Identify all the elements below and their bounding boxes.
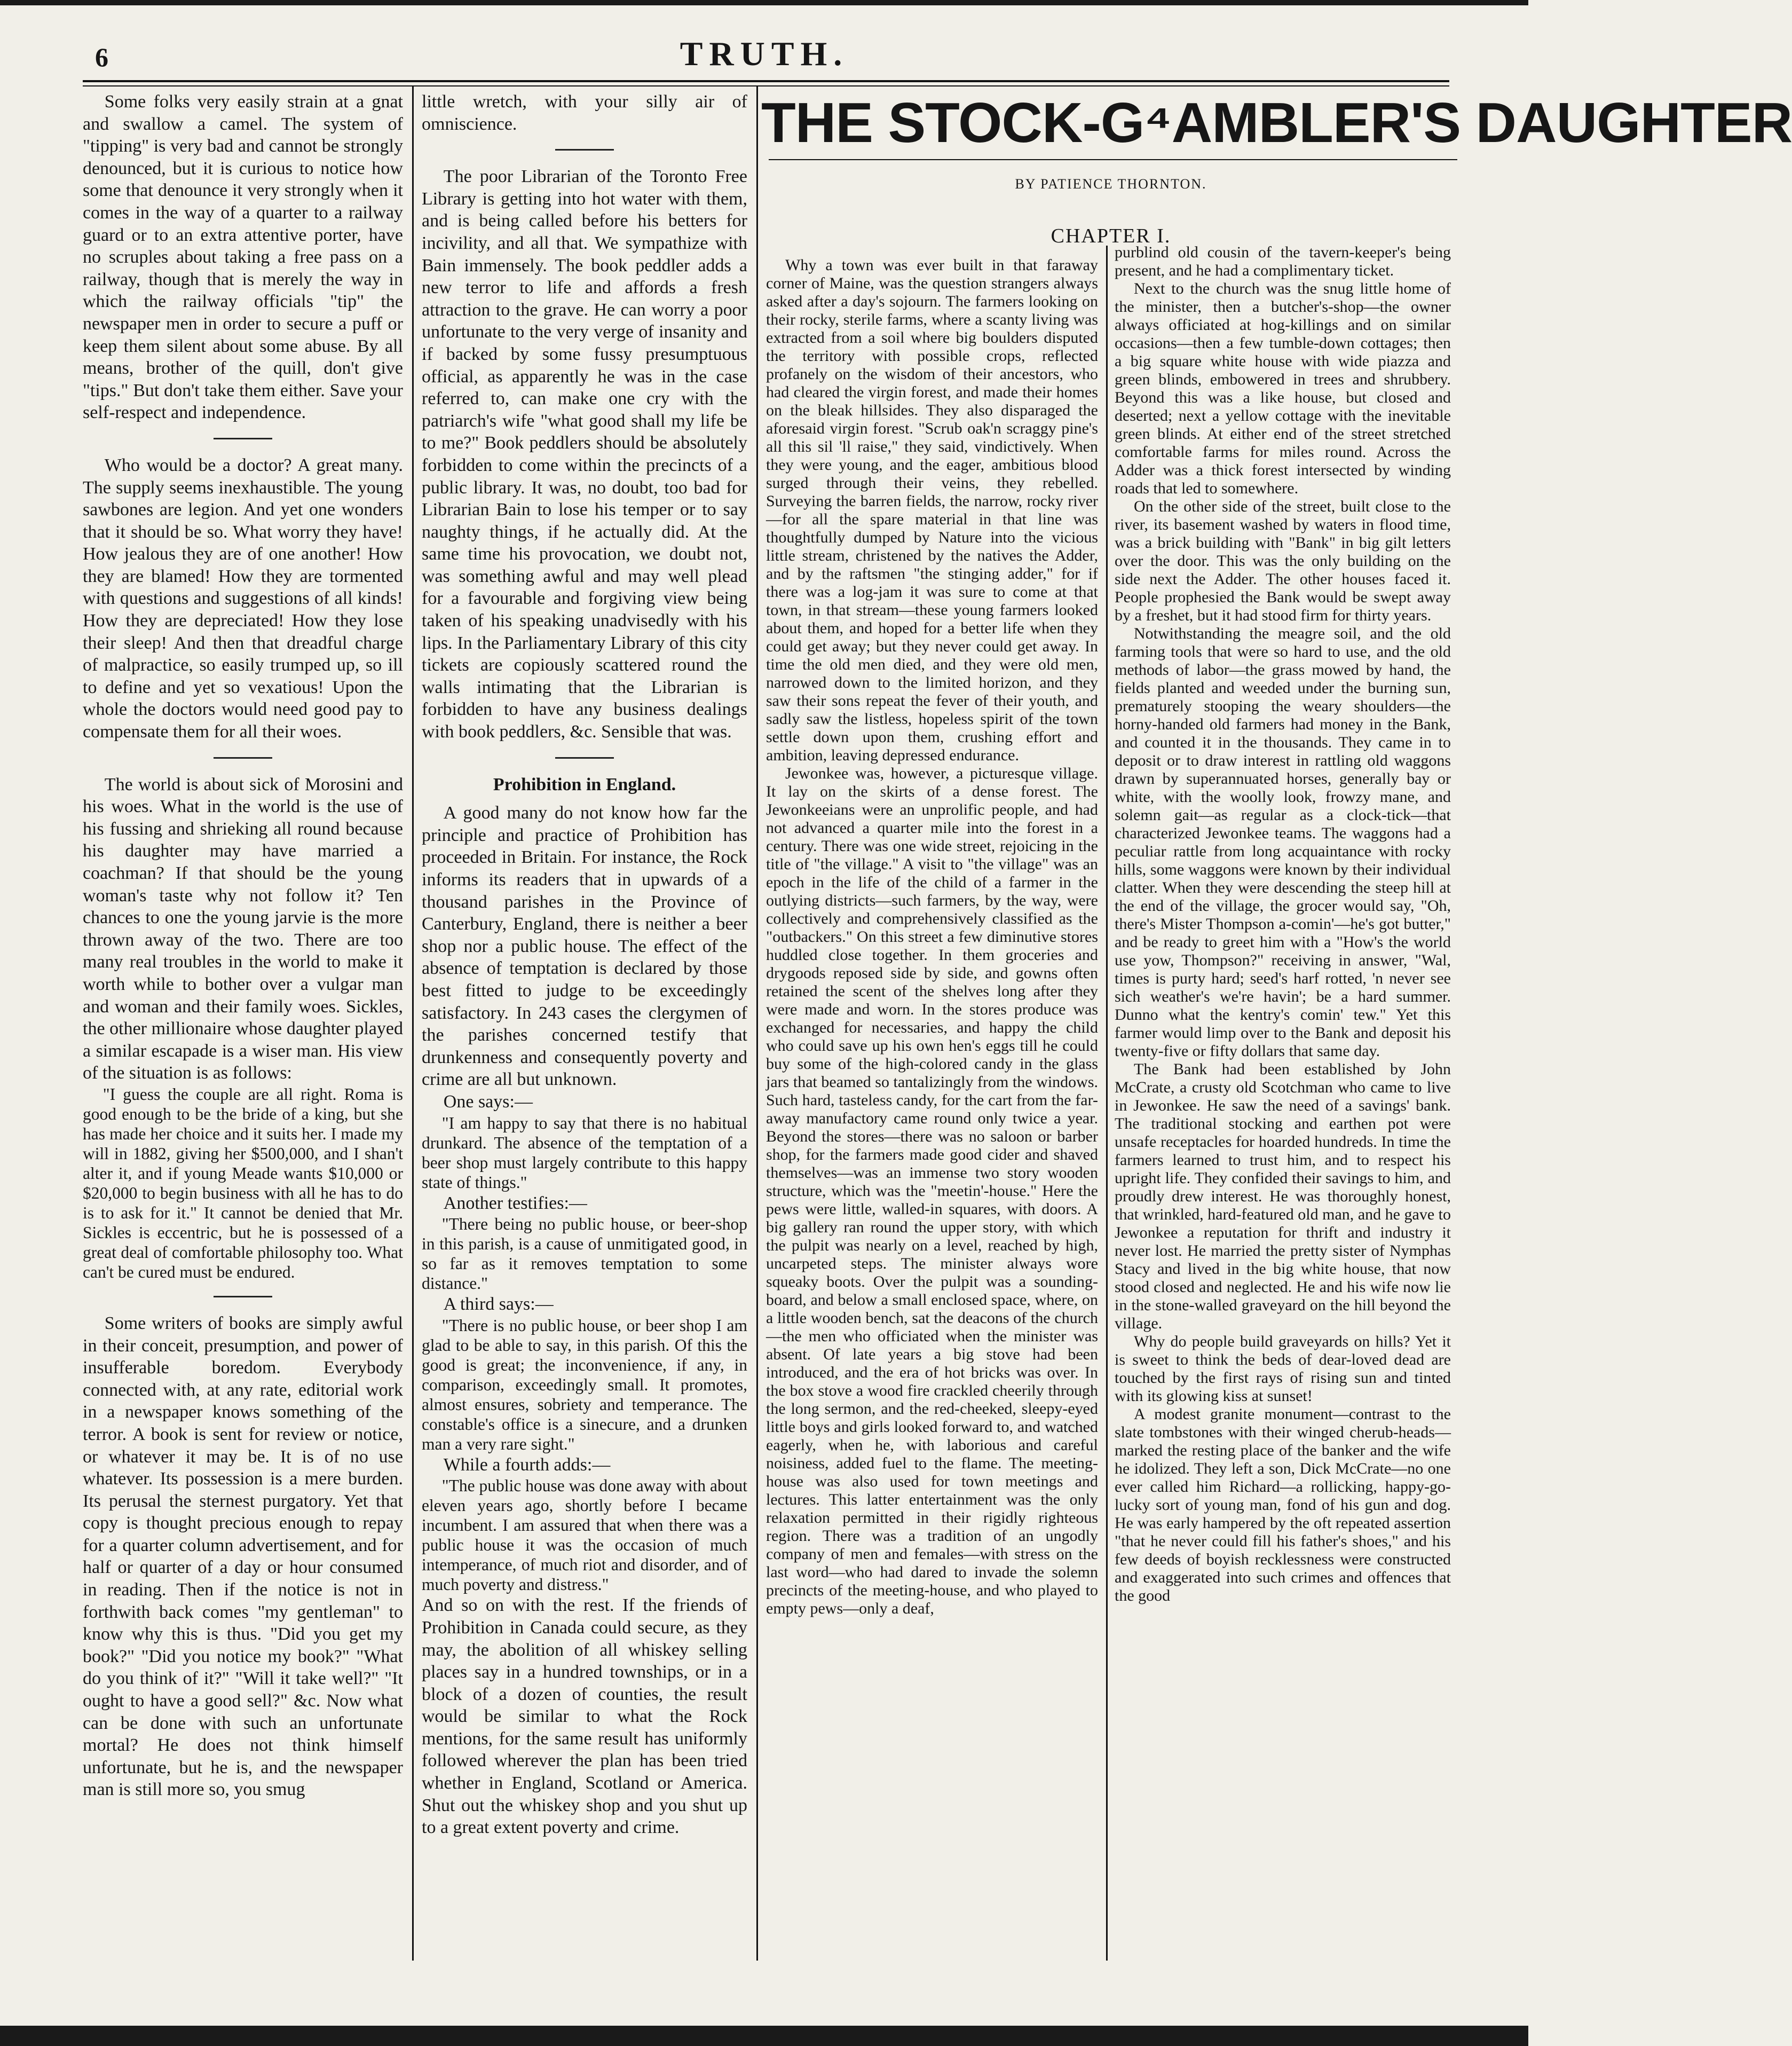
paragraph-conclusion: And so on with the rest. If the friends of Prohibition in Canada could secure, as they may, the abolition of all whiskey selling places say in a hundred townships, or in a block of a dozen of counties, the result would be similar to what the Rock mentions, for the same result has uniformly followed wherever the plan has been tried whether in England, Scotland or America. Shut out the whiskey shop and you shut up to a great extent poverty and crime. [422,1595,747,1838]
quote-three: "There is no public house, or beer shop I am glad to be able to say, in this parish. Of this the good is great; the inconvenience, if any, in comparison, exceedingly small. It promotes, almost ensures, sobriety and temperance. The constable's office is a sinecure, and a drunken man a very rare sight." [422,1316,747,1453]
separator [214,1296,272,1297]
column-rule-2 [756,86,758,1961]
bottom-border [0,2026,1528,2046]
quote-sickles: "I guess the couple are all right. Roma is good enough to be the bride of a king, but she has made her choice and it suits her. I made my will in 1882, giving her $500,000, and I shan't alter it, and if young Meade wants $10,000 or $20,000 to begin business with all he has to do is to ask for it." It cannot be denied that Mr. Sickles is eccentric, but he is possessed of a great deal of comfortable philosophy too. What can't be cured must be endured. [83,1084,403,1281]
column-2 [422,91,747,1960]
story-paragraph: Next to the church was the snug little home of the minister, then a butcher's-shop—the owner always officiated at hog-killings and on similar occasions—then a few tumble-down cottages; then a big square white house with wide piazza and green blinds, embowered in trees and shrubbery. Beyond this was a like house, but closed and deserted; next a yellow cottage with the inevitable green blinds. At either end of the street stretched comfortable farms for miles round. Across the Adder was a thick forest intersected by winding roads that led to somewhere. [1115,280,1451,497]
header-rule-top [83,80,1449,82]
story-title-rule [769,159,1457,160]
chapter-heading: CHAPTER I. [1051,225,1171,247]
separator [214,438,272,439]
byline: BY PATIENCE THORNTON. [1015,176,1207,192]
label-third-says: A third says:— [443,1294,554,1315]
section-heading-prohibition: Prohibition in England. [493,774,676,794]
paragraph-doctors: Who would be a doctor? A great many. The supply seems inexhaustible. The young sawbones are legion. And yet one wonders that it should be so. What worry they have! How jealous they are of one another! How they are blamed! How they are tormented with questions and suggestions of all kinds! How they are depreciated! How they lose their sleep! And then that dreadful charge of malpractice, so easily trumped up, so ill to define and yet so vexatious! Upon the whole the doctors would need good pay to compensate them for all their woes. [83,455,403,742]
story-paragraph: A modest granite monument—contrast to the slate tombstones with their winged cherub-heads—marked the resting place of the banker and the wife he idolized. They left a son, Dick McCrate—no one ever called him Richard—a rollicking, happy-go-lucky sort of young man, fond of his gun and dog. He was early hampered by the oft repeated assertion "that he never could fill his father's shoes," and his few deeds of boyish recklessness were constructed and exaggerated into such crimes and offences that the good [1115,1405,1451,1604]
column-4 [1115,243,1451,1960]
quote-four: "The public house was done away with about eleven years ago, shortly before I became incumbent. I am assured that when there was a public house it was the occasion of much intemperance, of much riot and disorder, and of much poverty and distress." [422,1476,747,1594]
story-paragraph: Notwithstanding the meagre soil, and the old farming tools that were so hard to use, and the old methods of labor—the grass mowed by hand, the fields planted and weeded under the burning sun, prematurely stooping the weary shoulders—the horny-handed old farmers had money in the Bank, and counted it in the thousands. They came in to deposit or to draw interest in rattling old waggons drawn by superannuated horses, generally bay or white, with the woolly look, frowzy mane, and solemn gait—as regular as a clock-tick—that characterized Jewonkee teams. The waggons had a peculiar rattle from long acquaintance with rocky hills, some waggons were known by their individual clatter. When they were descending the steep hill at the end of the village, the grocer would say, "Oh, there's Mister Thompson a-comin'—he's got butter," and be ready to greet him with a "How's the world use yow, Thompson?" receiving in answer, "Wal, times is purty hard; seed's harf rotted, 'n never see sich weather's we're havin'; be a hard summer. Dunno what the kentry's comin' tew." Yet this farmer would limp over to the Bank and deposit his twenty-five or fifty dollars that same day. [1115,625,1451,1060]
story-paragraph: On the other side of the street, built close to the river, its basement washed by waters in flood time, was a brick building with "Bank" in big gilt letters over the door. This was the only building on the side next the Adder. The other houses faced it. People prophesied the Bank would be swept away by a freshet, but it had stood firm for thirty years. [1115,498,1451,624]
separator [555,757,614,759]
paragraph-prohibition: A good many do not know how far the principle and practice of Prohibition has proceeded in Britain. For instance, the Rock informs its readers that in upwards of a thousand parishes in the Province of Canterbury, England, there is neither a beer shop nor a public house. The effect of the absence of temptation is declared by those best fitted to judge to be exceedingly satisfactory. In 243 cases the clergymen of the parishes concerned testify that drunkenness and consequently poverty and crime are all but unknown. [422,803,747,1090]
story-paragraph: Why a town was ever built in that faraway corner of Maine, was the question strangers always asked after a day's sojourn. The farmers looking on their rocky, sterile farms, where a scanty living was extracted from a soil where big boulders disputed the territory with possible crops, reflected profanely on the wisdom of their ancestors, who had cleared the virgin forest, and made their homes on the bleak hillsides. They also disparaged the aforesaid virgin forest. "Scrub oak'n scraggy pine's all this sil 'll raise," they said, vindictively. When they were young, and the eager, ambitious blood surged through their veins, they rebelled. Surveying the barren fields, the narrow, rocky river—for all the spare material in that line was thoughtfully dumped by Nature into the vicious little stream, christened by the natives the Adder, and by the raftsmen "the stinging adder," for if there was a log-jam it was sure to come at that town, in that stream—these young farmers looked about them, and hoped for a better life when they could get away; but they never could get away. In time the old men died, and they were old men, narrowed down to the limited horizon, and they saw their sons repeat the fever of their youth, and sadly saw the listless, hopeless spirit of the town settle down upon them, crushing effort and ambition, leaving depressed endurance. [766,256,1098,764]
story-paragraph: purblind old cousin of the tavern-keeper's being present, and he had a complimentary ticket. [1115,243,1451,279]
header-rule-bottom [83,85,1449,86]
paragraph-book-writers: Some writers of books are simply awful in their conceit, presumption, and power of insufferable boredom. Everybody connected with, at any rate, editorial work in a newspaper knows something of the terror. A book is sent for review or notice, or whatever it may be. It is of no use whatever. Its possession is a mere burden. Its perusal the sternest purgatory. Yet that copy is thought precious enough to repay for a quarter column advertisement, and for half or quarter of a day or hour consumed in reading. Then if the notice is not in forthwith back comes "my gentleman" to know why this is thus. "Did you get my book?" "Did you notice my book?" "What do you think of it?" "Will it take well?" "It ought to have a good sell?" &c. Now what can be done with such an unfortunate mortal? He does not think himself unfortunate, but he is, and the newspaper man is still more so, you smug [83,1313,403,1800]
paragraph-tipping: Some folks very easily strain at a gnat and swallow a camel. The system of "tipping" is very bad and cannot be strongly denounced, but it is curious to notice how some that denounce it very strongly when it comes in the way of a quarter to a railway guard or to an extra attentive porter, have no scruples about taking a free pass on a railway, though that is merely the way in which the railway officials "tip" the newspaper men in order to secure a puff or keep them silent about some abuse. By all means, brother of the quill, don't give "tips." But don't take them either. Save your self-respect and independence. [83,92,403,423]
masthead: TRUTH. [680,35,849,73]
separator [555,149,614,151]
separator [214,757,272,759]
story-paragraph: The Bank had been established by John McCrate, a crusty old Scotchman who came to live in Jewonkee. He saw the need of a savings' bank. The traditional stocking and earthen pot were unsafe receptacles for hoarded hundreds. In time the farmers learned to trust him, and to respect his upright life. They confided their savings to him, and proudly drew interest. He was thoroughly honest, that wrinkled, hard-featured old man, and he gave to Jewonkee a reputation for thrift and industry it never lost. He married the pretty sister of Nymphas Stacy and lived in the big white house, that now stood closed and neglected. He and his wife now lie in the stone-walled graveyard on the hill beyond the village. [1115,1060,1451,1332]
label-one-says: One says:— [443,1091,533,1112]
story-paragraph: Jewonkee was, however, a picturesque village. It lay on the skirts of a dense forest. The Jewonkeeians were an unprolific people, and had not advanced a quarter mile into the forest in a century. There was one wide street, rejoicing in the title of "the village." A visit to "the village" was an epoch in the life of the child of a farmer in the outlying districts—such farmers, by the way, were collectively and comprehensively classified as the "outbackers." On this street a few diminutive stores huddled close together. In them groceries and drygoods reposed side by side, and gowns often retained the scent of the shelves long after they were made and worn. In the stores produce was exchanged for necessaries, and happy the child who could save up his own hen's eggs till he could buy some of the high-colored candy in the glass jars that beamed so tantalizingly from the windows. Such hard, tasteless candy, for the cart from the far-away manufactory came round only twice a year. Beyond the stores—there was no saloon or barber shop, for the farmers made good cider and shaved themselves—was an immense two story wooden structure, which was the "meetin'-house." Here the pews were little, walled-in squares, with doors. A big gallery ran round the upper story, with which the pulpit was nearly on a level, reached by high, uncarpeted steps. The minister always wore squeaky boots. Over the pulpit was a sounding-board, and below a small enclosed space, where, on a little wooden bench, sat the deacons of the church—the men who officiated when the minister was absent. Of late years a big stove had been introduced, and the era of hot bricks was over. In the box stove a wood fire crackled cheerily through the long sermon, and the red-cheeked, sleepy-eyed little boys and girls looked forward to, and watched eagerly, when he, with laborious and careful noisiness, added fuel to the flame. The meeting-house was also used for town meetings and lectures. This latter entertainment was the only relaxation permitted in their rigidly righteous region. There was a tradition of an ungodly company of men and females—with stress on the last word—who had dared to invade the solemn precincts of the meeting-house, and who played to empty pews—only a deaf, [766,765,1098,1617]
top-border [0,0,1528,5]
quote-one: "I am happy to say that there is no habitual drunkard. The absence of the temptation of a beer shop must largely contribute to this happy state of things." [422,1113,747,1192]
column-3 [766,256,1098,1960]
label-another-testifies: Another testifies:— [443,1193,587,1213]
column-rule-3 [1106,246,1108,1961]
quote-two: "There being no public house, or beer-shop in this parish, is a cause of unmitigated good, in so far as it removes temptation to some distance." [422,1215,747,1293]
story-title: THE STOCK-G⁴AMBLER'S DAUGHTER [761,91,1792,154]
column-1 [83,91,403,1960]
paragraph-morosini: The world is about sick of Morosini and his woes. What in the world is the use of his fussing and shrieking all round because his daughter may have married a coachman? If that should be the young woman's taste why not follow it? Ten chances to one the young jarvie is the more thrown away of the two. There are too many real troubles in the world to make it worth while to bother over a vulgar man and woman and their family woes. Sickles, the other millionaire whose daughter played a similar escapade is a wiser man. His view of the situation is as follows: [83,774,403,1083]
label-fourth-adds: While a fourth adds:— [443,1454,611,1475]
column-rule-1 [412,86,414,1961]
story-paragraph: Why do people build graveyards on hills? Yet it is sweet to think the beds of dear-loved dead are touched by the first rays of rising sun and tinted with its glowing kiss at sunset! [1115,1333,1451,1405]
paragraph-librarian: The poor Librarian of the Toronto Free Library is getting into hot water with them, and is being called before his betters for incivility, and all that. We sympathize with Bain immensely. The book peddler adds a new terror to life and affords a fresh attraction to the grave. He can worry a poor unfortunate to the very verge of insanity and if backed by some fussy presumptuous official, as apparently he was in the case referred to, can make one cry with the patriarch's wife "what good shall my life be to me?" Book peddlers should be absolutely forbidden to come within the precincts of a public library. It was, no doubt, too bad for Librarian Bain to lose his temper or to say naughty things, if he actually did. At the same time his provocation, we doubt not, was something awful and may well plead for a favourable and forgiving view being taken of his speaking unadvisedly with his lips. In the Parliamentary Library of this city tickets are copiously scattered round the walls intimating that the Librarian is forbidden to have any business dealings with book peddlers, &c. Sensible that was. [422,167,747,742]
paragraph-omniscience: little wretch, with your silly air of omniscience. [422,92,747,134]
page-number: 6 [95,42,108,72]
